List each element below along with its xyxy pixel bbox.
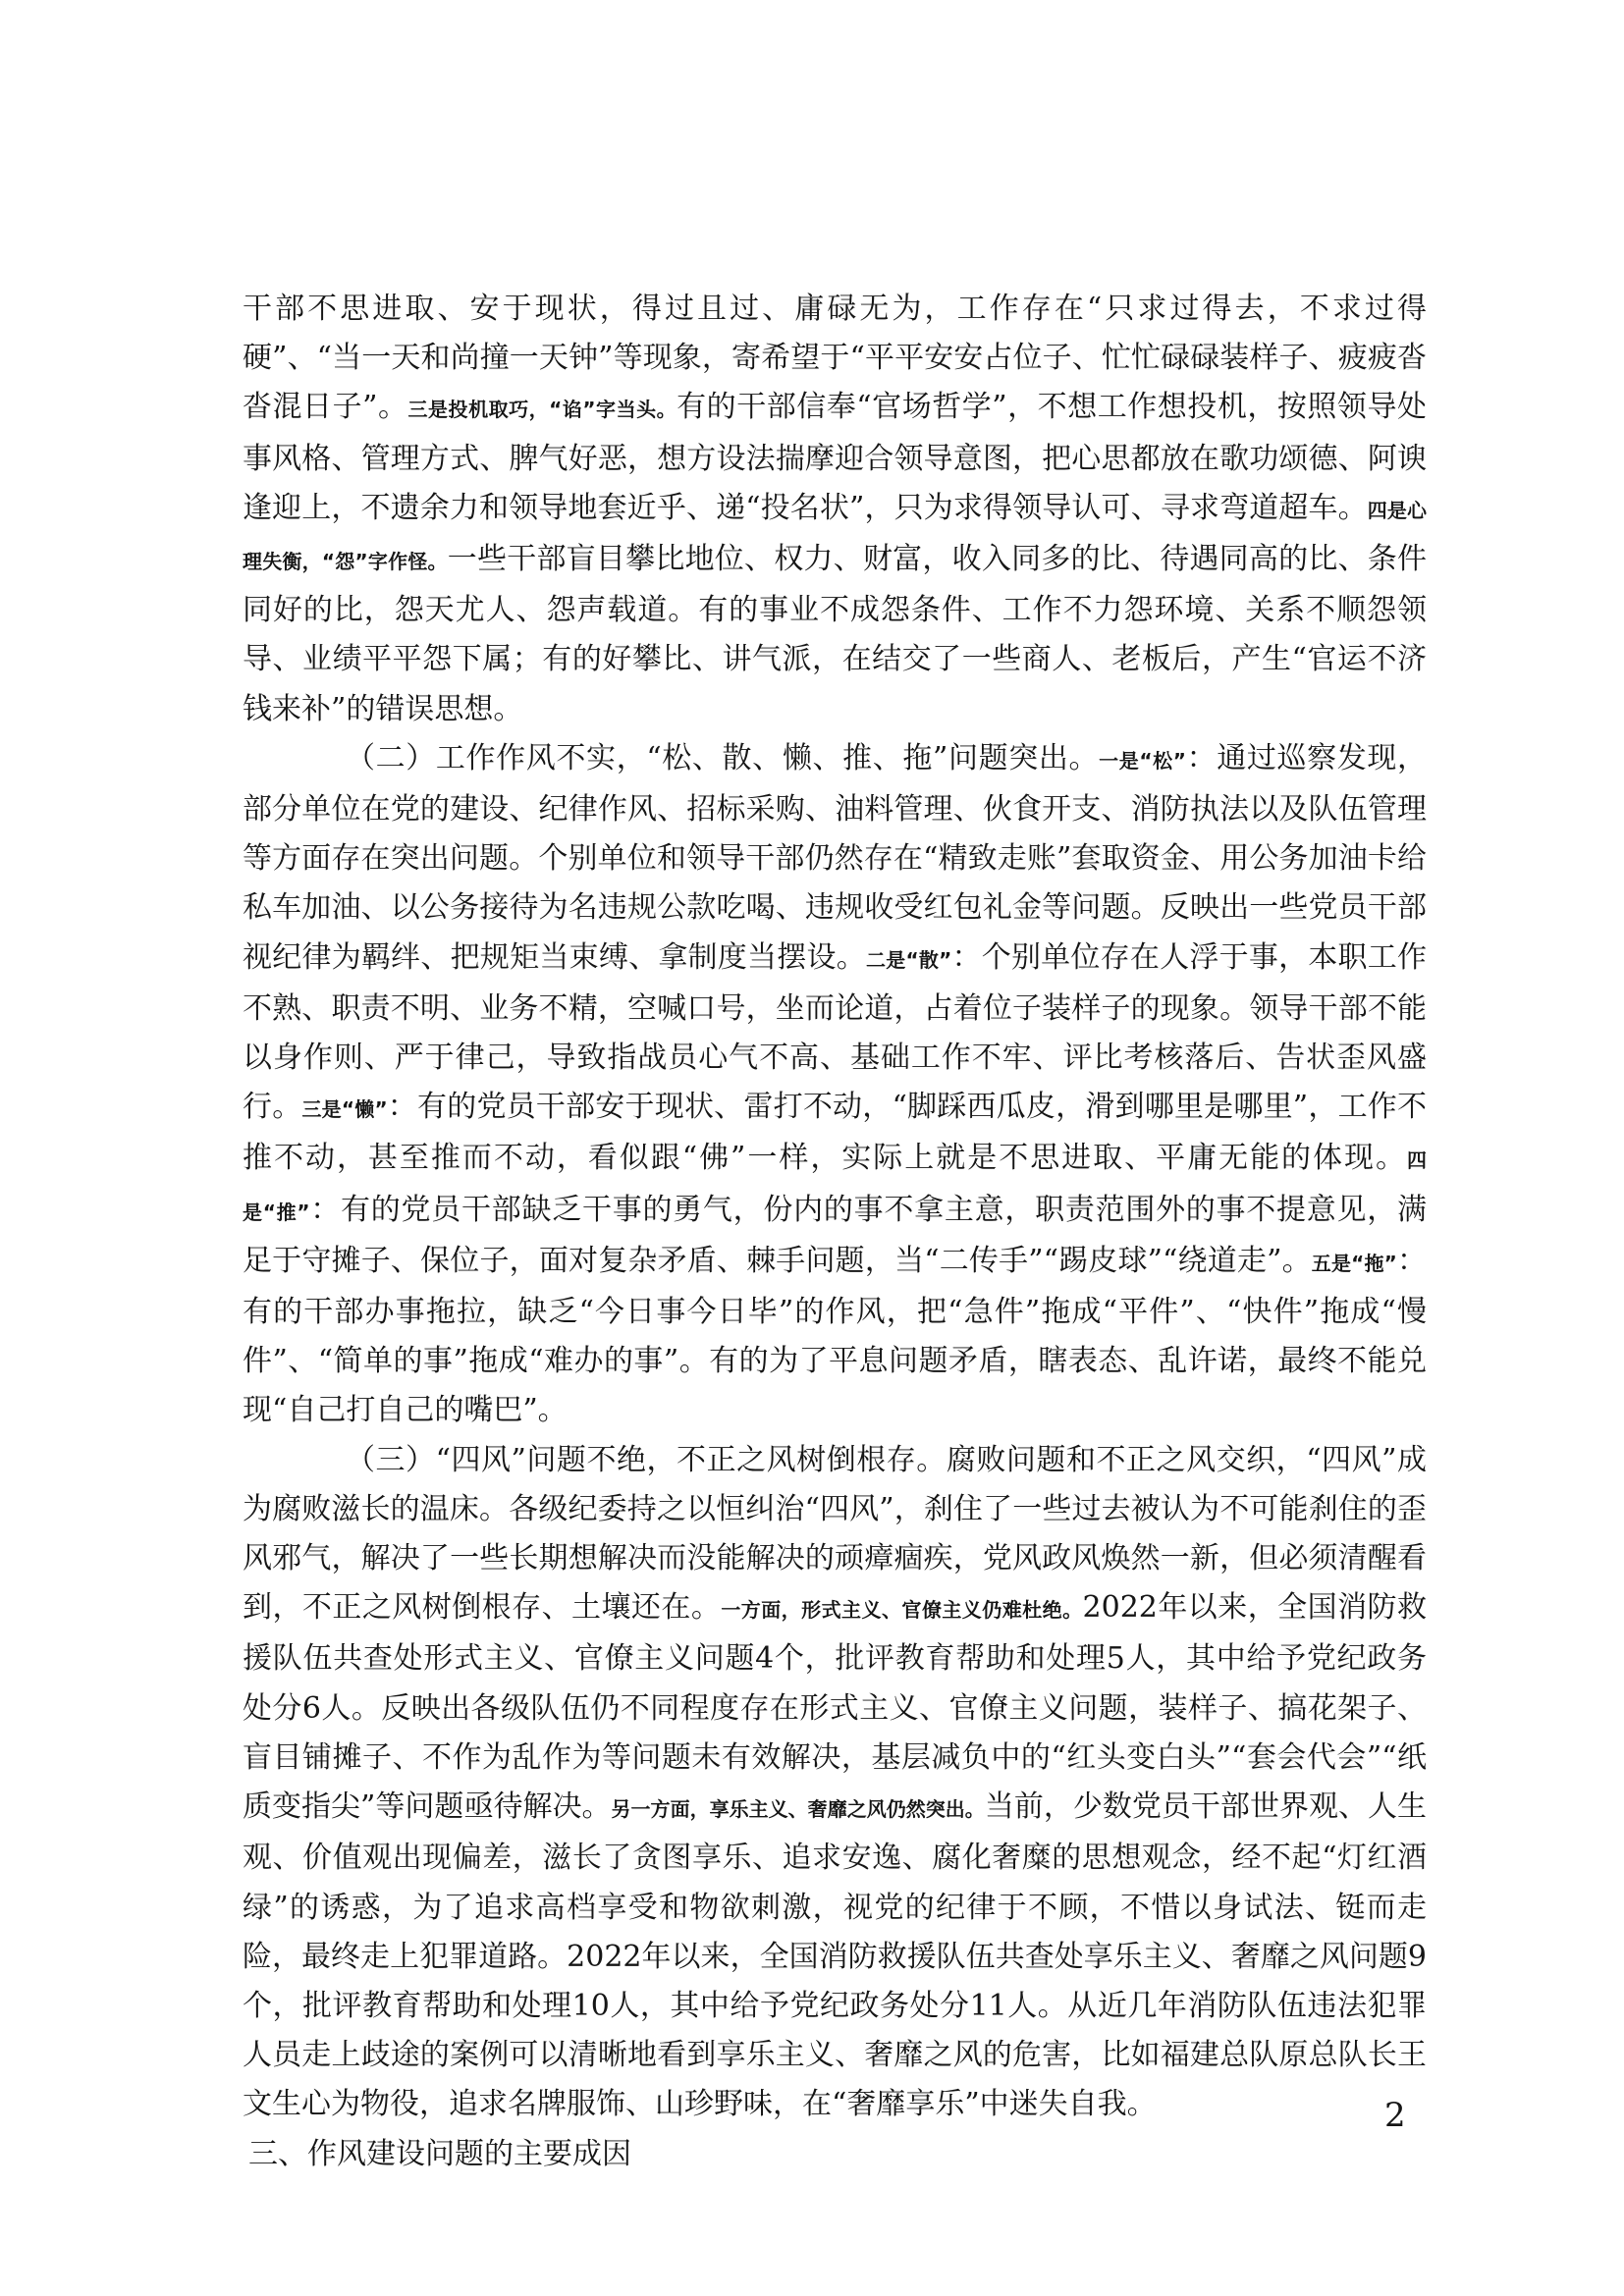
bold-subheading: 另一方面，享乐主义、奢靡之风仍然突出。 <box>611 1797 985 1822</box>
bold-subheading: 四是心理失衡，“怨”字作怪。 <box>243 498 1427 574</box>
section-heading: 三、作风建设问题的主要成因 <box>248 2136 631 2171</box>
document-body <box>243 285 1427 2179</box>
bold-subheading: 二是“散” <box>865 947 952 972</box>
text-run: 干部不思进取、安于现状，得过且过、庸碌无为，工作存在“只求过得去，不求过得硬”、“当一天和尚撞一天钟”等现象，寄希望于“平平安安占位子、忙忙碌碌装样子、疲疲沓沓混日子”。 <box>243 292 1427 425</box>
text-run: （二）工作作风不实，“松、散、懒、推、拖”问题突出。 <box>346 740 1100 775</box>
paragraph <box>243 734 1427 1436</box>
text-run: ：有的党员干部安于现状、雷打不动，“脚踩西瓜皮，滑到哪里是哪里”，工作不推不动，甚至推而不动，看似跟“佛”一样，实际上就是不思进取、平庸无能的体现。 <box>243 1090 1427 1176</box>
page-number: 2 <box>1384 2096 1406 2135</box>
text-run: ：有的党员干部缺乏干事的勇气，份内的事不拿主意，职责范围外的事不提意见，满足于守摊子、保位子，面对复杂矛盾、棘手问题，当“二传手”“踢皮球”“绕道走”。 <box>243 1192 1428 1278</box>
paragraph <box>243 285 1427 734</box>
text-run: 一些干部盲目攀比地位、权力、财富，收入同多的比、待遇同高的比、条件同好的比，怨天尤人、怨声载道。有的事业不成怨条件、工作不力怨环境、关系不顺怨领导、业绩平平怨下属；有的好攀比、讲气派，在结交了一些商人、老板后，产生“官运不济钱来补”的错误思想。 <box>243 542 1428 726</box>
bold-subheading: 三是投机取巧，“谄”字当头。 <box>407 398 677 422</box>
text-run: 当前，少数党员干部世界观、人生观、价值观出现偏差，滋长了贪图享乐、追求安逸、腐化奢糜的思想观念，经不起“灯红酒绿”的诱惑，为了追求高档享受和物欲刺激，视党的纪律于不顾，不惜以身试法、铤而走险，最终走上犯罪道路。2022年以来，全国消防救援队伍共查处享乐主义、奢靡之风问题9个，批评教育帮助和处理10人，其中给予党纪政务处分11人。从近几年消防队伍违法犯罪人员走上歧途的案例可以清晰地看到享乐主义、奢靡之风的危害，比如福建总队原总队长王文生心为物役，追求名牌服饰、山珍野味，在“奢靡享乐”中迷失自我。 <box>243 1789 1428 2122</box>
text-run: 2022年以来，全国消防救援队伍共查处形式主义、官僚主义问题4个，批评教育帮助和处理5人，其中给予党纪政务处分6人。反映出各级队伍仍不同程度存在形式主义、官僚主义问题，装样子、搞花架子、盲目铺摊子、不作为乱作为等问题未有效解决，基层减负中的“红头变白头”“套会代会”“纸质变指尖”等问题亟待解决。 <box>243 1590 1428 1825</box>
bold-subheading: 一方面，形式主义、官僚主义仍难杜绝。 <box>721 1598 1083 1623</box>
text-run: （三）“四风”问题不绝，不正之风树倒根存。腐败问题和不正之风交织，“四风”成为腐败滋长的温床。各级纪委持之以恒纠治“四风”，刹住了一些过去被认为不可能刹住的歪风邪气，解决了一些长期想解决而没能解决的顽瘴痼疾，党风政风焕然一新，但必须清醒看到，不正之风树倒根存、土壤还在。 <box>243 1442 1427 1626</box>
bold-subheading: 三是“懒” <box>301 1097 388 1122</box>
text-run: ：个别单位存在人浮于事，本职工作不熟、职责不明、业务不精，空喊口号，坐而论道，占着位子装样子的现象。领导干部不能以身作则、严于律己，导致指战员心气不高、基础工作不牢、评比考核落后、告状歪风盛行。 <box>243 939 1428 1125</box>
bold-subheading: 五是“拖” <box>1311 1251 1397 1275</box>
bold-subheading: 四是“推” <box>243 1148 1427 1224</box>
text-run: ：有的干部办事拖拉，缺乏“今日事今日毕”的作风，把“急件”拖成“平件”、“快件”拖成“慢件”、“简单的事”拖成“难办的事”。有的为了平息问题矛盾，瞎表态、乱许诺，最终不能兑现“自己打自己的嘴巴”。 <box>243 1243 1427 1428</box>
paragraph <box>243 1436 1427 2130</box>
paragraphs <box>243 285 1427 2130</box>
text-run: 有的干部信奉“官场哲学”，不想工作想投机，按照领导处事风格、管理方式、脾气好恶，想方设法揣摩迎合领导意图，把心思都放在歌功颂德、阿谀逢迎上，不遗余力和领导地套近乎、递“投名状”，只为求得领导认可、寻求弯道超车。 <box>243 390 1427 525</box>
text-run: ：通过巡察发现，部分单位在党的建设、纪律作风、招标采购、油料管理、伙食开支、消防执法以及队伍管理等方面存在突出问题。个别单位和领导干部仍然存在“精致走账”套取资金、用公务加油卡给私车加油、以公务接待为名违规公款吃喝、违规收受红包礼金等问题。反映出一些党员干部视纪律为羁绊、把规矩当束缚、拿制度当摆设。 <box>243 740 1427 975</box>
bold-subheading: 一是“松” <box>1099 748 1186 773</box>
